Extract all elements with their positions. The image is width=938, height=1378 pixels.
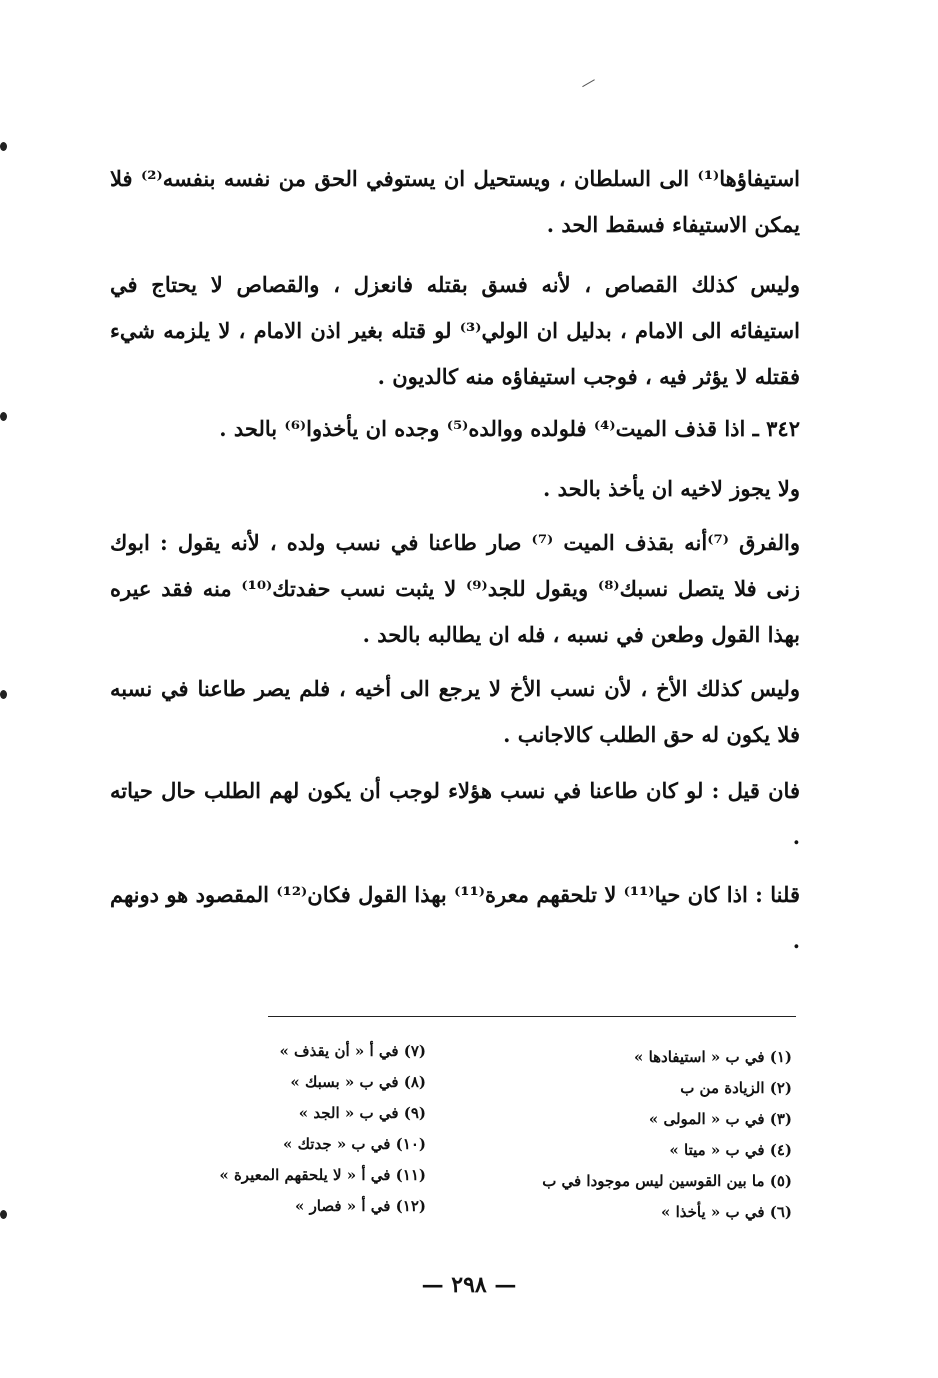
paragraph-7 [110, 768, 800, 860]
paragraph-text: استيفاؤها⁽¹⁾ الى السلطان ، ويستحيل ان يستوفي الحق من نفسه بنفسه⁽²⁾ فلا يمكن الاستيفاء فسقط الحد . [110, 166, 801, 237]
margin-mark [0, 412, 7, 421]
footnote-item: (٣) في ب « المولى » [648, 1110, 792, 1128]
paragraph-5 [110, 520, 800, 658]
paragraph-text: وليس كذلك الأخ ، لأن نسب الأخ لا يرجع الى أخيه ، فلم يصر طاعنا في نسبه فلا يكون له حق الطلب كالاجانب . [110, 676, 800, 747]
footnote-item: (٢) الزيادة من ب [680, 1079, 792, 1097]
page-number: — ٢٩٨ — [421, 1272, 517, 1298]
footnote-item: (٩) في ب « الجد » [298, 1104, 426, 1122]
paragraph-text: وليس كذلك القصاص ، لأنه فسق بقتله فانعزل ، والقصاص لا يحتاج في استيفائه الى الامام ، بدليل ان الولي⁽³⁾ لو قتله بغير اذن الامام ، لا يلزمه شيء فقتله لا يؤثر فيه ، فوجب استيفاؤه منه كالديون . [110, 272, 800, 389]
margin-mark [0, 142, 7, 151]
footnote-item: (١١) في أ « لا يلحقهم المعيرة » [219, 1166, 426, 1184]
footnote-item: (٤) في ب « ميتا » [669, 1141, 792, 1159]
footnote-item: (١٢) في أ « فصار » [294, 1197, 426, 1215]
footnotes-left-column [166, 1036, 426, 1222]
paragraph-text: ٣٤٢ ـ اذا قذف الميت⁽⁴⁾ فلولده ووالده⁽⁵⁾ وجده ان يأخذوا⁽⁶⁾ بالحد . [219, 416, 800, 441]
footnote-item: (٦) في ب « يأخذا » [661, 1203, 792, 1221]
paragraph-2 [110, 262, 800, 400]
footnote-separator [268, 1016, 796, 1017]
stray-mark [582, 79, 600, 96]
footnote-item: (١٠) في ب « جدتك » [283, 1135, 426, 1153]
footnotes-right-column [492, 1042, 792, 1228]
paragraph-4 [110, 466, 800, 512]
footnote-item: (١) في ب « استيفادها » [633, 1048, 792, 1066]
footnote-item: (٥) ما بين القوسين ليس موجودا في ب [542, 1172, 792, 1190]
paragraph-1 [110, 156, 800, 248]
paragraph-3 [110, 406, 800, 452]
margin-mark [0, 690, 7, 699]
paragraph-text: فان قيل : لو كان طاعنا في نسب هؤلاء لوجب أن يكون لهم الطلب حال حياته . [110, 778, 800, 849]
margin-mark [0, 1210, 7, 1219]
paragraph-text: ولا يجوز لاخيه ان يأخذ بالحد . [543, 476, 800, 501]
paragraph-text: قلنا : اذا كان حيا⁽¹¹⁾ لا تلحقهم معرة⁽¹¹⁾ بهذا القول فكان⁽¹²⁾ المقصود هو دونهم . [110, 882, 800, 953]
paragraph-8 [110, 872, 800, 964]
paragraph-6 [110, 666, 800, 758]
paragraph-text: والفرق ⁽⁷⁾أنه بقذف الميت ⁽⁷⁾ صار طاعنا في نسب ولده ، لأنه يقول : ابوك زنى فلا يتصل نسبك⁽⁸⁾ ويقول للجد⁽⁹⁾ لا يثبت نسب حفدتك⁽¹⁰⁾ منه فقد عيره بهذا القول وطعن في نسبه ، فله ان يطالبه بالحد . [110, 530, 800, 647]
footnote-item: (٧) في أ « أن يقذف » [279, 1042, 426, 1060]
footnote-item: (٨) في ب « بسبك » [290, 1073, 426, 1091]
